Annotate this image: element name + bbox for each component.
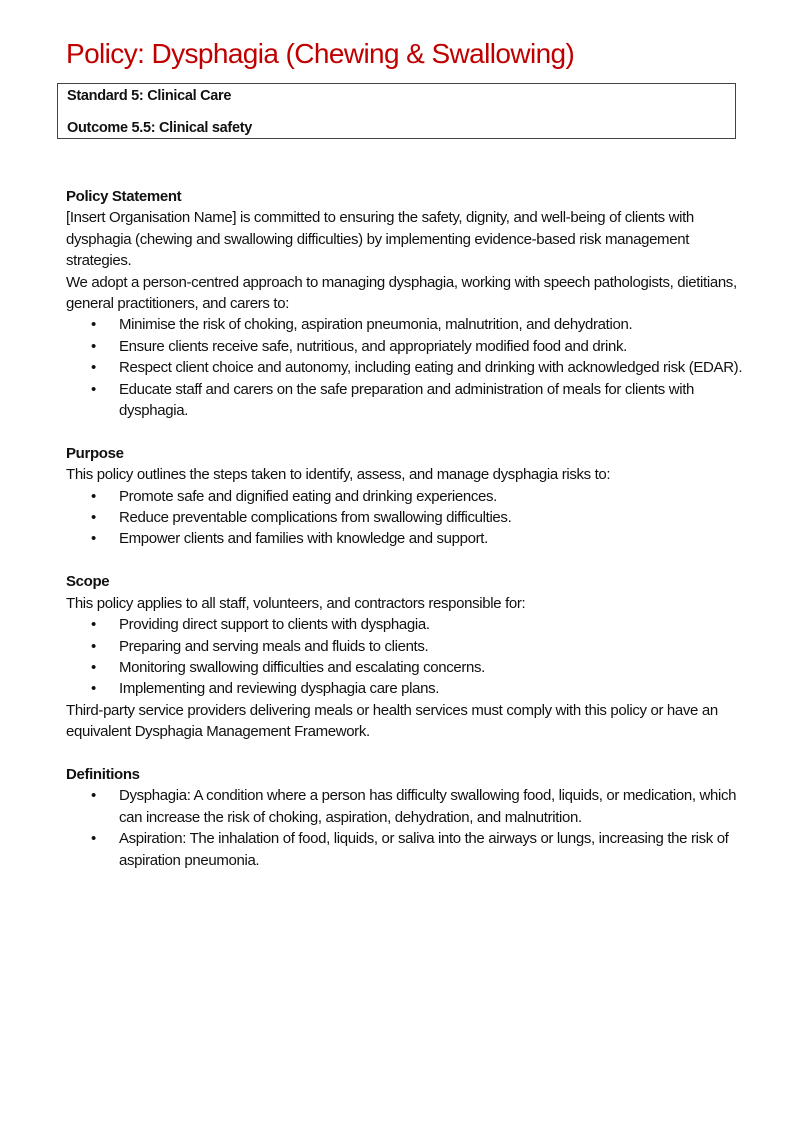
bullet-icon: • [91, 616, 96, 634]
list-item [66, 379, 746, 422]
section-heading: Definitions [66, 765, 140, 783]
list-item [66, 614, 746, 635]
list-item-text: Educate staff and carers on the safe preparation and administration of meals for clients with dysphagia. [119, 380, 695, 420]
list-item-text: Preparing and serving meals and fluids to clients. [119, 637, 429, 655]
policy-statement-section [66, 186, 746, 421]
section-heading: Purpose [66, 444, 124, 462]
list-item-text: Promote safe and dignified eating and drinking experiences. [119, 487, 497, 505]
list-item-text: Empower clients and families with knowledge and support. [119, 530, 488, 548]
list-item [66, 828, 746, 871]
bullet-icon: • [91, 316, 96, 334]
paragraph: Third-party service providers delivering meals or health services must comply with this policy or have an equivalent Dysphagia Management Framework. [66, 701, 718, 741]
list-item-text: Monitoring swallowing difficulties and escalating concerns. [119, 658, 485, 676]
paragraph: We adopt a person-centred approach to managing dysphagia, working with speech pathologists, dietitians, general practitioners, and carers to: [66, 273, 737, 313]
page-title: Policy: Dysphagia (Chewing & Swallowing) [66, 38, 575, 69]
list-item [66, 357, 746, 378]
outcome-label: Outcome 5.5: Clinical safety [67, 120, 252, 136]
list-item-text: Implementing and reviewing dysphagia care plans. [119, 680, 440, 698]
list-item [66, 528, 746, 549]
paragraph: [Insert Organisation Name] is committed to ensuring the safety, dignity, and well-being of clients with dysphagia (chewing and swallowing difficulties) by implementing evidence-based risk management strategies. [66, 209, 694, 270]
bullet-icon: • [91, 337, 96, 355]
list-item-text: Respect client choice and autonomy, including eating and drinking with acknowledged risk (EDAR). [119, 359, 743, 377]
document-body [66, 186, 746, 871]
scope-section [66, 571, 746, 742]
standard-label: Standard 5: Clinical Care [67, 88, 232, 104]
bullet-list [66, 314, 746, 421]
bullet-icon: • [91, 637, 96, 655]
bullet-icon: • [91, 830, 96, 848]
purpose-section [66, 443, 746, 550]
bullet-list [66, 785, 746, 871]
paragraph: This policy outlines the steps taken to identify, assess, and manage dysphagia risks to: [66, 466, 611, 484]
section-heading: Policy Statement [66, 188, 182, 205]
list-item [66, 314, 746, 335]
bullet-icon: • [91, 487, 96, 505]
list-item [66, 678, 746, 699]
standard-box [57, 83, 736, 139]
bullet-icon: • [91, 530, 96, 548]
paragraph: This policy applies to all staff, volunteers, and contractors responsible for: [66, 594, 526, 612]
list-item [66, 785, 746, 828]
bullet-icon: • [91, 509, 96, 527]
list-item [66, 486, 746, 507]
list-item [66, 336, 746, 357]
bullet-list [66, 486, 746, 550]
list-item-text: Minimise the risk of choking, aspiration pneumonia, malnutrition, and dehydration. [119, 316, 633, 334]
bullet-icon: • [91, 359, 96, 377]
list-item-text: Dysphagia: A condition where a person has difficulty swallowing food, liquids, or medication, which can increase the risk of choking, aspiration, dehydration, and malnutrition. [119, 787, 737, 826]
list-item-text: Reduce preventable complications from swallowing difficulties. [119, 509, 512, 527]
definitions-section [66, 764, 746, 871]
bullet-icon: • [91, 787, 96, 805]
bullet-icon: • [91, 380, 96, 398]
list-item-text: Providing direct support to clients with dysphagia. [119, 616, 430, 634]
list-item [66, 657, 746, 678]
list-item-text: Ensure clients receive safe, nutritious, and appropriately modified food and drink. [119, 337, 627, 355]
list-item [66, 507, 746, 528]
bullet-icon: • [91, 658, 96, 676]
list-item-text: Aspiration: The inhalation of food, liquids, or saliva into the airways or lungs, increasing the risk of aspiration pneumonia. [119, 830, 729, 869]
bullet-list [66, 614, 746, 700]
list-item [66, 636, 746, 657]
section-heading: Scope [66, 573, 110, 591]
bullet-icon: • [91, 680, 96, 698]
